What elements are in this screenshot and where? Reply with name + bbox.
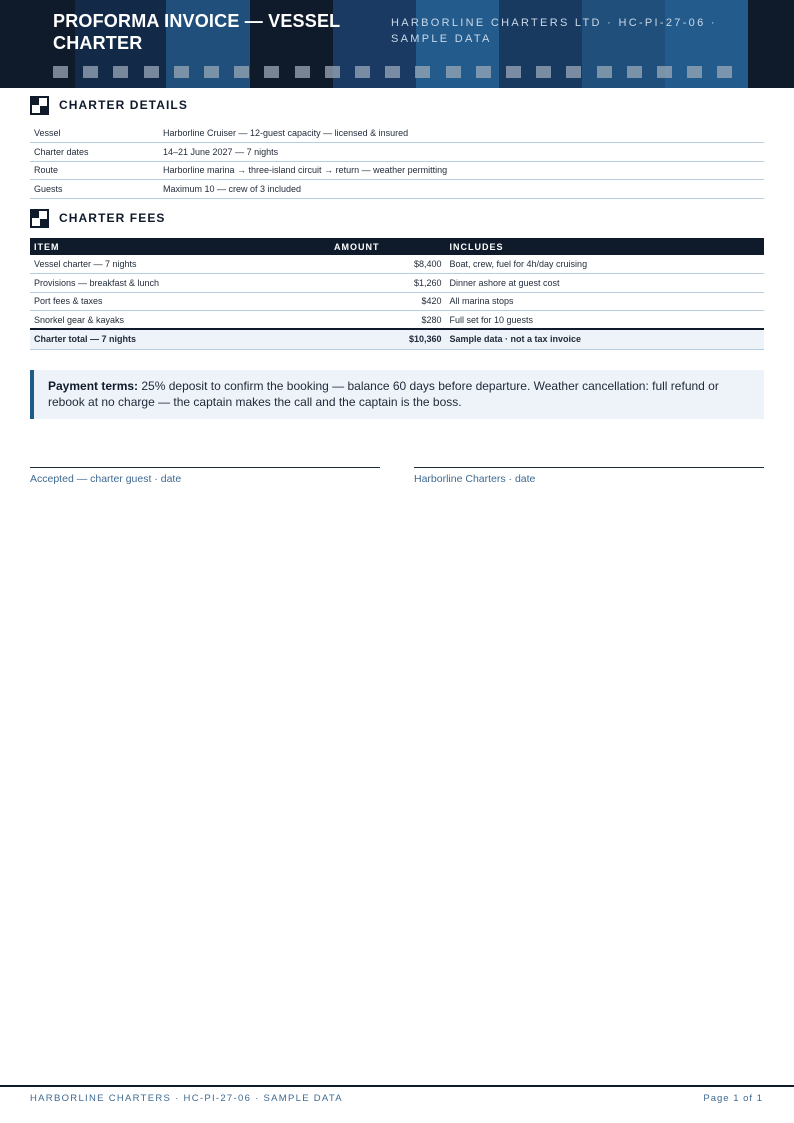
fee-item: Vessel charter — 7 nights [30,255,330,274]
header-square [355,66,370,78]
payment-terms-text: 25% deposit to confirm the booking — balance 60 days before departure. Weather cancellation: full refund or rebook at no charge — the captain makes the call and the captain is the boss. [48,379,719,409]
fee-includes: Boat, crew, fuel for 4h/day cruising [446,255,765,274]
payment-terms-box [30,370,764,419]
fees-row [30,311,764,330]
fees-header-row [30,238,764,255]
fees-row [30,292,764,311]
header-square [446,66,461,78]
company-signature-label: Harborline Charters · date [414,473,536,485]
details-title: CHARTER DETAILS [59,98,188,112]
details-section-heading [30,95,188,115]
header-square [536,66,551,78]
header-square [295,66,310,78]
fees-table [30,238,764,350]
page-number: Page 1 of 1 [703,1093,763,1104]
header-squares [53,66,743,78]
payment-terms-label: Payment terms: [48,379,139,393]
fee-amount: $280 [330,311,446,330]
header-square [264,66,279,78]
header-square [83,66,98,78]
total-label: Charter total — 7 nights [30,329,330,349]
details-value: Harborline Cruiser — 12-guest capacity — licensed & insured [159,124,764,143]
fees-title: CHARTER FEES [59,211,166,225]
guest-signature-line [30,467,380,485]
column-header-amount: AMOUNT [330,238,446,255]
header-square [113,66,128,78]
fee-item: Snorkel gear & kayaks [30,311,330,330]
details-label: Charter dates [30,143,159,162]
details-value: Maximum 10 — crew of 3 included [159,180,764,199]
fee-amount: $1,260 [330,274,446,293]
fees-row [30,274,764,293]
header-square [144,66,159,78]
total-amount: $10,360 [330,329,446,349]
details-value: Harborline marina → three-island circuit → return — weather permitting [159,161,764,180]
checker-icon [30,209,49,228]
fee-item: Provisions — breakfast & lunch [30,274,330,293]
guest-signature-label: Accepted — charter guest · date [30,473,182,485]
column-header-item: ITEM [30,238,330,255]
column-header-includes: INCLUDES [446,238,765,255]
details-row [30,124,764,143]
header-square [566,66,581,78]
header-band [0,0,794,88]
header-square [717,66,732,78]
header-square [174,66,189,78]
details-label: Route [30,161,159,180]
fees-section-heading [30,208,166,228]
details-label: Guests [30,180,159,199]
fee-includes: Dinner ashore at guest cost [446,274,765,293]
header-square [597,66,612,78]
header-stripe [748,0,794,88]
details-label: Vessel [30,124,159,143]
details-row [30,143,764,162]
details-value: 14–21 June 2027 — 7 nights [159,143,764,162]
header-square [687,66,702,78]
details-row [30,180,764,199]
details-row [30,161,764,180]
fee-includes: All marina stops [446,292,765,311]
header-square [415,66,430,78]
company-signature-line [414,467,764,485]
footer-reference: HARBORLINE CHARTERS · HC-PI-27-06 · SAMPLE DATA [30,1093,343,1104]
details-table [30,124,764,199]
fee-includes: Full set for 10 guests [446,311,765,330]
fees-total-row [30,329,764,349]
total-note: Sample data · not a tax invoice [446,329,765,349]
header-square [385,66,400,78]
header-square [476,66,491,78]
fee-amount: $8,400 [330,255,446,274]
header-square [53,66,68,78]
fee-item: Port fees & taxes [30,292,330,311]
header-square [325,66,340,78]
header-square [657,66,672,78]
fees-row [30,255,764,274]
header-square [234,66,249,78]
header-square [204,66,219,78]
footer-rule [0,1085,794,1087]
header-square [627,66,642,78]
page-title: PROFORMA INVOICE — VESSEL CHARTER [53,11,341,53]
fee-amount: $420 [330,292,446,311]
checker-icon [30,96,49,115]
header-square [506,66,521,78]
page-subtitle: HARBORLINE CHARTERS LTD · HC-PI-27-06 · SAMPLE DATA [391,17,717,45]
